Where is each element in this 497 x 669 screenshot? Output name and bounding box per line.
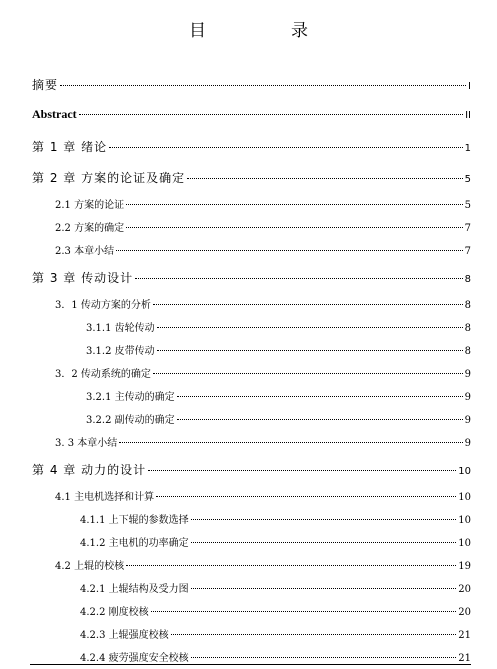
toc-entry[interactable] xyxy=(55,434,471,449)
dot-leader xyxy=(135,278,463,279)
toc-entry[interactable] xyxy=(80,649,471,664)
toc-entry-page: 9 xyxy=(464,415,471,426)
toc-entry-page: 8 xyxy=(464,346,471,357)
page-title: 目 录 xyxy=(189,21,342,41)
toc-entry-label: 3.1.2 皮带传动 xyxy=(86,346,155,357)
toc-entry-page: 5 xyxy=(464,174,471,185)
toc-entry-label: 第 2 章 方案的论证及确定 xyxy=(32,171,186,185)
toc-entry[interactable] xyxy=(32,107,471,122)
toc-entry-page: 1 xyxy=(464,143,471,154)
toc-entry[interactable] xyxy=(32,138,471,155)
toc-entry-page: 5 xyxy=(464,200,471,211)
dot-leader xyxy=(126,227,463,228)
dot-leader xyxy=(126,565,456,566)
toc-entry[interactable] xyxy=(55,219,471,234)
toc-entry-label: 2.1 方案的论证 xyxy=(55,200,125,211)
toc-entry-label: 3.1.1 齿轮传动 xyxy=(86,323,155,334)
toc-entry-page: 21 xyxy=(458,653,471,664)
dot-leader xyxy=(153,304,463,305)
toc-entry[interactable] xyxy=(80,626,471,641)
toc-entry[interactable] xyxy=(80,534,471,549)
toc-entry-label: 2.2 方案的确定 xyxy=(55,223,125,234)
toc-entry-label: 4.1.2 主电机的功率确定 xyxy=(80,538,189,549)
dot-leader xyxy=(126,204,463,205)
toc-entry-page: 10 xyxy=(458,515,471,526)
toc-entry-label: 摘要 xyxy=(32,78,59,92)
toc-entry[interactable] xyxy=(80,603,471,618)
toc-entry-page: 10 xyxy=(458,538,471,549)
toc-entry-page: I xyxy=(468,81,471,92)
toc-entry[interactable] xyxy=(86,411,471,426)
toc-entry-label: 3．2 传动系统的确定 xyxy=(55,369,151,380)
toc-entry-label: 第 3 章 传动设计 xyxy=(32,271,134,285)
toc-entry-page: 7 xyxy=(464,223,471,234)
toc-entry-page: 8 xyxy=(464,300,471,311)
toc-entry-label: 4.2.3 上辊强度校核 xyxy=(80,630,169,641)
toc-entry[interactable] xyxy=(86,342,471,357)
toc-entry[interactable] xyxy=(32,169,471,186)
toc-entry-page: 9 xyxy=(464,438,471,449)
dot-leader xyxy=(191,657,457,658)
toc-entry[interactable] xyxy=(32,76,471,93)
toc-entry-label: 3.2.2 副传动的确定 xyxy=(86,415,175,426)
toc-entry-label: 3.2.1 主传动的确定 xyxy=(86,392,175,403)
toc-entry-page: 9 xyxy=(464,392,471,403)
toc-entry-page: 7 xyxy=(464,246,471,257)
dot-leader xyxy=(187,178,463,179)
toc-entry-label: 2.3 本章小结 xyxy=(55,246,115,257)
toc-entry-page: II xyxy=(465,110,471,121)
toc-entry[interactable] xyxy=(55,296,471,311)
toc-entry-page: 20 xyxy=(458,584,471,595)
dot-leader xyxy=(119,442,462,443)
toc-entry-label: 3．1 传动方案的分析 xyxy=(55,300,151,311)
toc-entry-page: 20 xyxy=(458,607,471,618)
dot-leader xyxy=(116,250,463,251)
toc-entry-page: 8 xyxy=(464,274,471,285)
page-bottom-rule xyxy=(30,664,471,665)
dot-leader xyxy=(191,588,457,589)
toc-entry[interactable] xyxy=(55,365,471,380)
toc-entry-page: 8 xyxy=(464,323,471,334)
toc-entry-label: 3. 3 本章小结 xyxy=(55,438,118,449)
dot-leader xyxy=(177,396,463,397)
toc-entry-page: 10 xyxy=(458,466,471,477)
toc-entry[interactable] xyxy=(55,557,471,572)
toc-entry-label: 4.2.4 疲劳强度安全校核 xyxy=(80,653,189,664)
dot-leader xyxy=(177,419,463,420)
toc-entry-label: 4.1 主电机选择和计算 xyxy=(55,492,155,503)
dot-leader xyxy=(191,542,457,543)
dot-leader xyxy=(157,350,463,351)
toc-entry[interactable] xyxy=(55,242,471,257)
toc-entry-label: 4.2.1 上辊结构及受力图 xyxy=(80,584,189,595)
dot-leader xyxy=(79,114,463,115)
toc-entry-page: 21 xyxy=(458,630,471,641)
toc-entry[interactable] xyxy=(55,196,471,211)
dot-leader xyxy=(157,327,463,328)
toc-entry-page: 19 xyxy=(458,561,471,572)
toc-entry[interactable] xyxy=(32,269,471,286)
dot-leader xyxy=(171,634,457,635)
dot-leader xyxy=(191,519,457,520)
toc-entry-label: 4.2.2 刚度校核 xyxy=(80,607,149,618)
toc-entry[interactable] xyxy=(55,488,471,503)
toc-entry[interactable] xyxy=(32,461,471,478)
toc-entry[interactable] xyxy=(80,511,471,526)
toc-entry-label: 第 1 章 绪论 xyxy=(32,140,108,154)
toc-entry-label: 第 4 章 动力的设计 xyxy=(32,463,147,477)
toc-entry-page: 9 xyxy=(464,369,471,380)
dot-leader xyxy=(153,373,463,374)
toc-entry-label: 4.2 上辊的校核 xyxy=(55,561,125,572)
toc-entry[interactable] xyxy=(86,388,471,403)
toc-entry[interactable] xyxy=(86,319,471,334)
toc-entry-label: Abstract xyxy=(32,107,77,121)
dot-leader xyxy=(60,85,466,86)
toc-entry-label: 4.1.1 上下辊的参数选择 xyxy=(80,515,189,526)
toc-entry-page: 10 xyxy=(458,492,471,503)
dot-leader xyxy=(109,147,463,148)
toc-entry[interactable] xyxy=(80,580,471,595)
dot-leader xyxy=(156,496,456,497)
dot-leader xyxy=(148,470,456,471)
dot-leader xyxy=(151,611,457,612)
